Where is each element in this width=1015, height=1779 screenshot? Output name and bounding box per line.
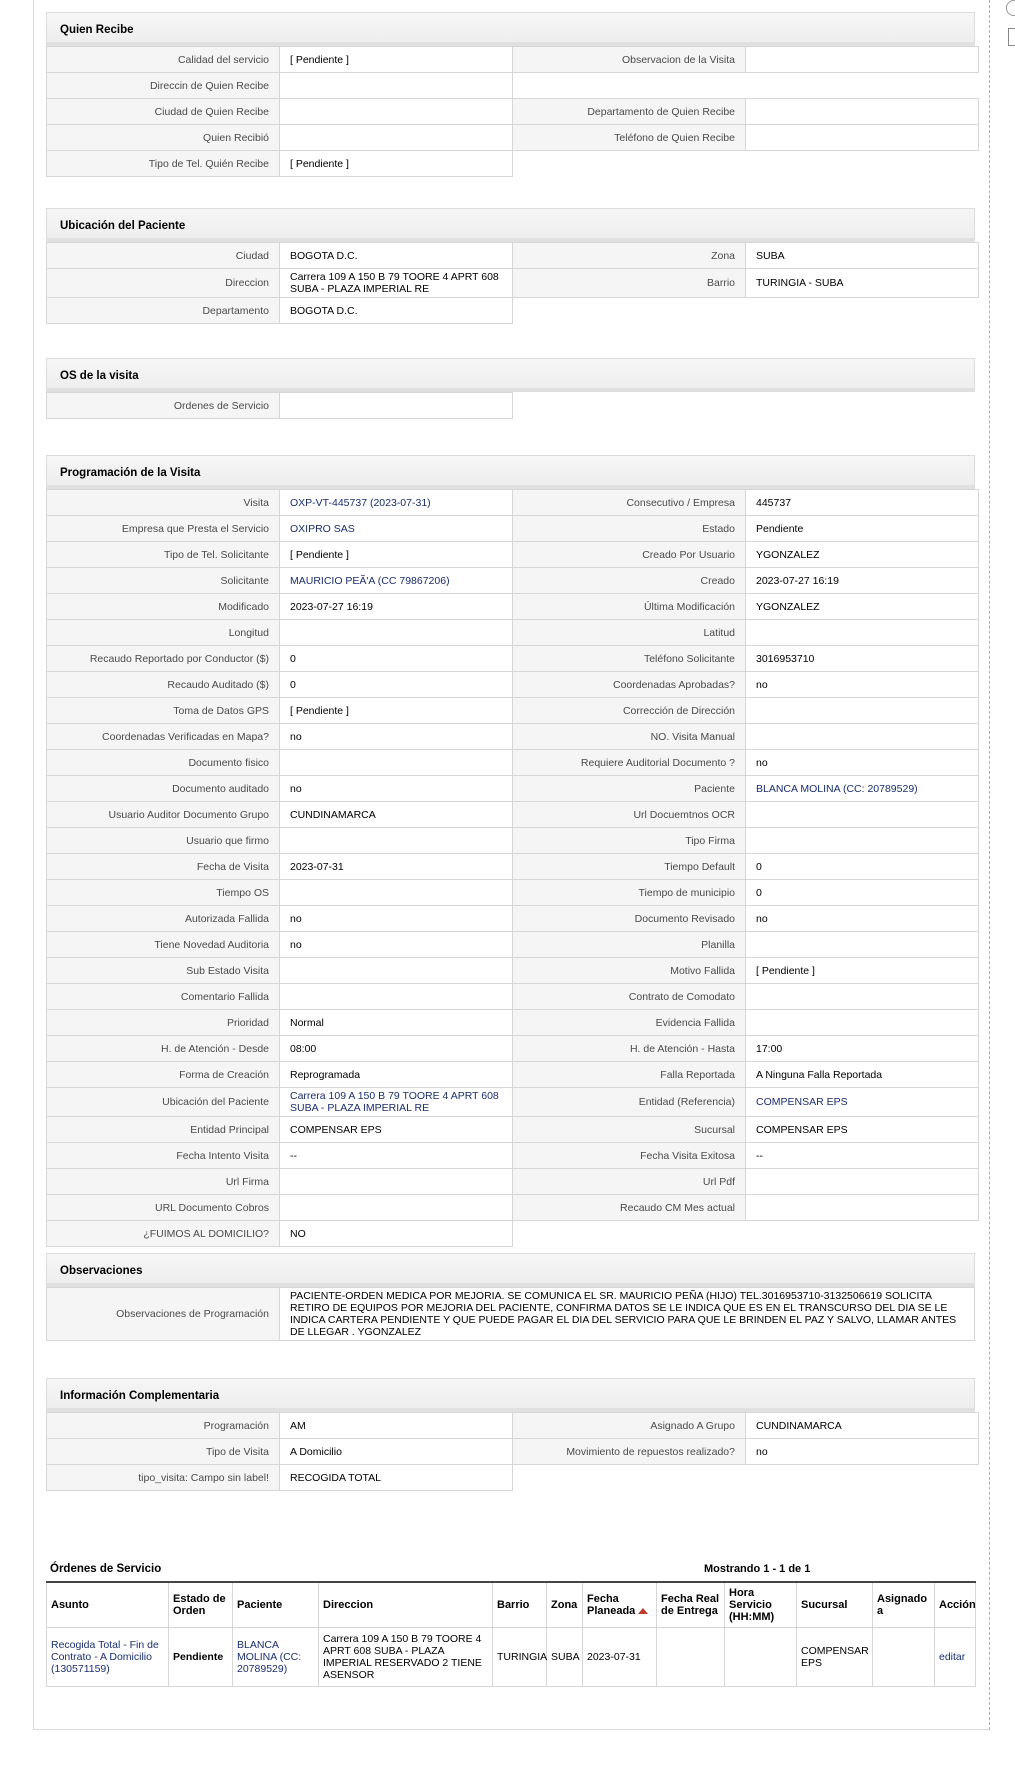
field-label-h-de-atencion-desde: H. de Atención - Desde bbox=[47, 1036, 280, 1062]
field-label-tiempo-default: Tiempo Default bbox=[513, 854, 746, 880]
field-value-coordenadas-aprobadas: no bbox=[746, 672, 979, 698]
editar-link[interactable]: editar bbox=[935, 1628, 976, 1687]
section-info-complementaria bbox=[46, 1378, 975, 1491]
field-label-departamento-de-quien-recibe: Departamento de Quien Recibe bbox=[513, 99, 746, 125]
field-value-tiene-novedad-auditoria: no bbox=[280, 932, 513, 958]
field-value-creado: 2023-07-27 16:19 bbox=[746, 568, 979, 594]
field-label-usuario-que-firmo: Usuario que firmo bbox=[47, 828, 280, 854]
col-header-fecha-planeada[interactable] bbox=[583, 1582, 657, 1628]
observaciones-text: PACIENTE-ORDEN MEDICA POR MEJORIA. SE COMUNICA EL SR. MAURICIO PEÑA (HIJO) TEL.3016953710-3132506619 SOLICITA RETIRO DE EQUIPOS POR MEJORIA DEL PACIENTE, CONFIRMA DATOS SE LE INDICA QUE ES EN EL TRANSCURSO DEL DIA SE LE INDICA CARTERA PENDIENTE Y QUE PUEDE PAGAR EL DIA DEL SERVICIO PARA QUE LE BRINDEN EL PAZ Y SALVO, LLAMAR ANTES DE LLEGAR . YGONZALEZ bbox=[280, 1288, 975, 1341]
field-value-observacion-de-la-visita bbox=[746, 47, 979, 73]
field-value-fuimos-al-domicilio: NO bbox=[280, 1221, 513, 1247]
col-header-estado[interactable]: Estado de Orden bbox=[169, 1582, 233, 1628]
ordenes-servicio-header bbox=[50, 1563, 975, 1575]
cell-zona: SUBA bbox=[547, 1628, 583, 1687]
form-row bbox=[47, 1465, 979, 1491]
field-value-tipo-firma bbox=[746, 828, 979, 854]
field-value-longitud bbox=[280, 620, 513, 646]
section-quien-recibe bbox=[46, 12, 975, 177]
col-header-zona[interactable]: Zona bbox=[547, 1582, 583, 1628]
form-row bbox=[47, 243, 979, 269]
field-label-tipo-de-tel-quien-recibe: Tipo de Tel. Quién Recibe bbox=[47, 151, 280, 177]
field-label-asignado-a-grupo: Asignado A Grupo bbox=[513, 1413, 746, 1439]
section-observaciones bbox=[46, 1253, 975, 1341]
field-label-coordenadas-aprobadas: Coordenadas Aprobadas? bbox=[513, 672, 746, 698]
field-value-entidad-principal: COMPENSAR EPS bbox=[280, 1117, 513, 1143]
cell-estado: Pendiente bbox=[169, 1628, 233, 1687]
field-label-h-de-atencion-hasta: H. de Atención - Hasta bbox=[513, 1036, 746, 1062]
field-label-fecha-visita-exitosa: Fecha Visita Exitosa bbox=[513, 1143, 746, 1169]
form-row bbox=[47, 1117, 979, 1143]
section-title: OS de la visita bbox=[46, 358, 975, 392]
sort-ascending-icon[interactable] bbox=[638, 1608, 648, 1614]
field-label-tiene-novedad-auditoria: Tiene Novedad Auditoria bbox=[47, 932, 280, 958]
field-label-barrio: Barrio bbox=[513, 269, 746, 298]
field-value-motivo-fallida: [ Pendiente ] bbox=[746, 958, 979, 984]
observaciones-table bbox=[46, 1287, 975, 1341]
field-value-tiempo-de-municipio: 0 bbox=[746, 880, 979, 906]
field-label-no-visita-manual: NO. Visita Manual bbox=[513, 724, 746, 750]
field-label-movimiento-de-repuestos-realizado: Movimiento de repuestos realizado? bbox=[513, 1439, 746, 1465]
field-value-solicitante[interactable]: MAURICIO PEÃ'A (CC 79867206) bbox=[280, 568, 513, 594]
frame-bottom-border bbox=[33, 1729, 989, 1730]
field-label-departamento: Departamento bbox=[47, 298, 280, 324]
field-label-latitud: Latitud bbox=[513, 620, 746, 646]
field-value-movimiento-de-repuestos-realizado: no bbox=[746, 1439, 979, 1465]
empty-cell bbox=[513, 1465, 979, 1491]
field-label-longitud: Longitud bbox=[47, 620, 280, 646]
form-row bbox=[47, 1010, 979, 1036]
form-table bbox=[46, 46, 979, 177]
empty-cell bbox=[513, 151, 979, 177]
field-label-url-docuemtnos-ocr: Url Docuemtnos OCR bbox=[513, 802, 746, 828]
form-row bbox=[47, 125, 979, 151]
field-label-documento-auditado: Documento auditado bbox=[47, 776, 280, 802]
field-value-paciente[interactable]: BLANCA MOLINA (CC: 20789529) bbox=[746, 776, 979, 802]
field-value-toma-de-datos-gps: [ Pendiente ] bbox=[280, 698, 513, 724]
form-row bbox=[47, 802, 979, 828]
field-value-correccion-de-direccion bbox=[746, 698, 979, 724]
observaciones-row bbox=[47, 1288, 975, 1341]
field-value-estado: Pendiente bbox=[746, 516, 979, 542]
field-label-estado: Estado bbox=[513, 516, 746, 542]
form-table bbox=[46, 489, 979, 1247]
section-programacion-visita bbox=[46, 455, 975, 1247]
field-label-direccion: Direccion bbox=[47, 269, 280, 298]
field-value-url-documento-cobros bbox=[280, 1195, 513, 1221]
form-row bbox=[47, 724, 979, 750]
form-row bbox=[47, 99, 979, 125]
field-value-departamento: BOGOTA D.C. bbox=[280, 298, 513, 324]
field-value-calidad-del-servicio: [ Pendiente ] bbox=[280, 47, 513, 73]
field-value-documento-revisado: no bbox=[746, 906, 979, 932]
field-value-recaudo-auditado: 0 bbox=[280, 672, 513, 698]
field-value-programacion: AM bbox=[280, 1413, 513, 1439]
col-header-sucursal[interactable]: Sucursal bbox=[797, 1582, 873, 1628]
form-row bbox=[47, 1195, 979, 1221]
field-value-autorizada-fallida: no bbox=[280, 906, 513, 932]
empty-cell bbox=[513, 1221, 979, 1247]
checkbox-icon bbox=[1008, 28, 1015, 46]
field-value-coordenadas-verificadas-en-mapa: no bbox=[280, 724, 513, 750]
field-label-comentario-fallida: Comentario Fallida bbox=[47, 984, 280, 1010]
cell-sucursal: COMPENSAR EPS bbox=[797, 1628, 873, 1687]
empty-cell bbox=[513, 393, 976, 419]
field-label-fecha-de-visita: Fecha de Visita bbox=[47, 854, 280, 880]
field-value-tipo-de-tel-quien-recibe: [ Pendiente ] bbox=[280, 151, 513, 177]
field-value-url-docuemtnos-ocr bbox=[746, 802, 979, 828]
field-value-h-de-atencion-desde: 08:00 bbox=[280, 1036, 513, 1062]
field-value-ubicacion-del-paciente[interactable]: Carrera 109 A 150 B 79 TOORE 4 APRT 608 SUBA - PLAZA IMPERIAL RE bbox=[280, 1088, 513, 1117]
col-header-barrio[interactable]: Barrio bbox=[493, 1582, 547, 1628]
form-row bbox=[47, 620, 979, 646]
field-value-requiere-auditorial-documento: no bbox=[746, 750, 979, 776]
form-row bbox=[47, 854, 979, 880]
cell-fecha-planeada: 2023-07-31 bbox=[583, 1628, 657, 1687]
field-value-tipo-de-visita: A Domicilio bbox=[280, 1439, 513, 1465]
form-row bbox=[47, 151, 979, 177]
form-row bbox=[47, 672, 979, 698]
field-label-programacion: Programación bbox=[47, 1413, 280, 1439]
field-value-sucursal: COMPENSAR EPS bbox=[746, 1117, 979, 1143]
field-value-zona: SUBA bbox=[746, 243, 979, 269]
field-label-creado-por-usuario: Creado Por Usuario bbox=[513, 542, 746, 568]
field-value-quien-recibio bbox=[280, 125, 513, 151]
field-label-prioridad: Prioridad bbox=[47, 1010, 280, 1036]
form-row bbox=[47, 932, 979, 958]
form-row bbox=[47, 1062, 979, 1088]
form-row bbox=[47, 646, 979, 672]
form-row bbox=[47, 828, 979, 854]
field-label-documento-fisico: Documento fisico bbox=[47, 750, 280, 776]
field-label-consecutivo-empresa: Consecutivo / Empresa bbox=[513, 490, 746, 516]
field-label-url-pdf: Url Pdf bbox=[513, 1169, 746, 1195]
field-value-falla-reportada: A Ninguna Falla Reportada bbox=[746, 1062, 979, 1088]
field-value-fecha-visita-exitosa: -- bbox=[746, 1143, 979, 1169]
field-value-visita[interactable]: OXP-VT-445737 (2023-07-31) bbox=[280, 490, 513, 516]
field-label-recaudo-auditado: Recaudo Auditado ($) bbox=[47, 672, 280, 698]
col-header-direccion[interactable]: Direccion bbox=[319, 1582, 493, 1628]
cell-paciente-link[interactable]: BLANCA MOLINA (CC: 20789529) bbox=[233, 1628, 319, 1687]
cell-hora bbox=[725, 1628, 797, 1687]
field-value-telefono-solicitante: 3016953710 bbox=[746, 646, 979, 672]
field-label-autorizada-fallida: Autorizada Fallida bbox=[47, 906, 280, 932]
field-label-sub-estado-visita: Sub Estado Visita bbox=[47, 958, 280, 984]
cell-asunto-link[interactable]: Recogida Total - Fin de Contrato - A Domicilio (130571159) bbox=[47, 1628, 169, 1687]
col-header-fecha-planeada-label: Fecha Planeada bbox=[587, 1593, 636, 1617]
section-title: Ubicación del Paciente bbox=[46, 208, 975, 242]
cell-direccion: Carrera 109 A 150 B 79 TOORE 4 APRT 608 SUBA - PLAZA IMPERIAL RESERVADO 2 TIENE ASENSOR bbox=[319, 1628, 493, 1687]
field-value-tiempo-default: 0 bbox=[746, 854, 979, 880]
form-row bbox=[47, 984, 979, 1010]
form-row bbox=[47, 880, 979, 906]
field-value-modificado: 2023-07-27 16:19 bbox=[280, 594, 513, 620]
field-label-modificado: Modificado bbox=[47, 594, 280, 620]
field-label-ciudad-de-quien-recibe: Ciudad de Quien Recibe bbox=[47, 99, 280, 125]
field-label-calidad-del-servicio: Calidad del servicio bbox=[47, 47, 280, 73]
field-label-documento-revisado: Documento Revisado bbox=[513, 906, 746, 932]
section-title: Quien Recibe bbox=[46, 12, 975, 46]
form-row bbox=[47, 73, 979, 99]
cell-fecha-real bbox=[657, 1628, 725, 1687]
section-title: Programación de la Visita bbox=[46, 455, 975, 489]
form-row bbox=[47, 568, 979, 594]
form-table bbox=[46, 392, 975, 419]
form-row bbox=[47, 1143, 979, 1169]
field-value-consecutivo-empresa: 445737 bbox=[746, 490, 979, 516]
field-value-empresa-que-presta-el-servicio[interactable]: OXIPRO SAS bbox=[280, 516, 513, 542]
field-value-asignado-a-grupo: CUNDINAMARCA bbox=[746, 1413, 979, 1439]
form-row bbox=[47, 750, 979, 776]
field-value-entidad-referencia[interactable]: COMPENSAR EPS bbox=[746, 1088, 979, 1117]
section-ubicacion-paciente bbox=[46, 208, 975, 324]
form-row bbox=[47, 542, 979, 568]
field-value-ordenes-de-servicio bbox=[280, 393, 513, 419]
table-header-row bbox=[47, 1582, 976, 1628]
field-label-quien-recibio: Quien Recibió bbox=[47, 125, 280, 151]
field-value-url-pdf bbox=[746, 1169, 979, 1195]
field-label-tipo-de-visita: Tipo de Visita bbox=[47, 1439, 280, 1465]
field-value-usuario-que-firmo bbox=[280, 828, 513, 854]
section-os-visita bbox=[46, 358, 975, 419]
form-row bbox=[47, 490, 979, 516]
form-row bbox=[47, 47, 979, 73]
form-row bbox=[47, 776, 979, 802]
section-title: Observaciones bbox=[46, 1253, 975, 1287]
field-value-planilla bbox=[746, 932, 979, 958]
field-value-fecha-intento-visita: -- bbox=[280, 1143, 513, 1169]
field-label-fuimos-al-domicilio: ¿FUIMOS AL DOMICILIO? bbox=[47, 1221, 280, 1247]
col-header-paciente[interactable]: Paciente bbox=[233, 1582, 319, 1628]
field-value-forma-de-creacion: Reprogramada bbox=[280, 1062, 513, 1088]
field-label-contrato-de-comodato: Contrato de Comodato bbox=[513, 984, 746, 1010]
field-value-tiempo-os bbox=[280, 880, 513, 906]
field-label-recaudo-reportado-por-conductor: Recaudo Reportado por Conductor ($) bbox=[47, 646, 280, 672]
field-value-no-visita-manual bbox=[746, 724, 979, 750]
field-label-evidencia-fallida: Evidencia Fallida bbox=[513, 1010, 746, 1036]
field-label-falla-reportada: Falla Reportada bbox=[513, 1062, 746, 1088]
field-label-ultima-modificacion: Última Modificación bbox=[513, 594, 746, 620]
section-title: Información Complementaria bbox=[46, 1378, 975, 1412]
field-label-toma-de-datos-gps: Toma de Datos GPS bbox=[47, 698, 280, 724]
field-value-departamento-de-quien-recibe bbox=[746, 99, 979, 125]
field-value-direccion: Carrera 109 A 150 B 79 TOORE 4 APRT 608 SUBA - PLAZA IMPERIAL RE bbox=[280, 269, 513, 298]
col-header-fecha-real[interactable]: Fecha Real de Entrega bbox=[657, 1582, 725, 1628]
scroll-indicator-icon bbox=[1006, 0, 1015, 16]
col-header-accion: Acción bbox=[935, 1582, 976, 1628]
field-label-coordenadas-verificadas-en-mapa: Coordenadas Verificadas en Mapa? bbox=[47, 724, 280, 750]
form-row bbox=[47, 958, 979, 984]
form-row bbox=[47, 1036, 979, 1062]
field-label-recaudo-cm-mes-actual: Recaudo CM Mes actual bbox=[513, 1195, 746, 1221]
field-label-url-firma: Url Firma bbox=[47, 1169, 280, 1195]
field-value-tipo-visita-campo-sin-label: RECOGIDA TOTAL bbox=[280, 1465, 513, 1491]
form-row bbox=[47, 1221, 979, 1247]
field-value-recaudo-reportado-por-conductor: 0 bbox=[280, 646, 513, 672]
field-value-h-de-atencion-hasta: 17:00 bbox=[746, 1036, 979, 1062]
col-header-hora-servicio[interactable]: Hora Servicio (HH:MM) bbox=[725, 1582, 797, 1628]
form-row bbox=[47, 269, 979, 298]
field-label-usuario-auditor-documento-grupo: Usuario Auditor Documento Grupo bbox=[47, 802, 280, 828]
pagination-count: Mostrando 1 - 1 de 1 bbox=[704, 1563, 811, 1575]
field-label-motivo-fallida: Motivo Fallida bbox=[513, 958, 746, 984]
form-row bbox=[47, 393, 976, 419]
field-label-forma-de-creacion: Forma de Creación bbox=[47, 1062, 280, 1088]
field-label-telefono-solicitante: Teléfono Solicitante bbox=[513, 646, 746, 672]
ordenes-servicio-table bbox=[46, 1581, 976, 1687]
form-row bbox=[47, 1413, 979, 1439]
field-label-solicitante: Solicitante bbox=[47, 568, 280, 594]
field-value-prioridad: Normal bbox=[280, 1010, 513, 1036]
field-value-documento-fisico bbox=[280, 750, 513, 776]
frame-left-border bbox=[33, 0, 34, 1730]
field-value-documento-auditado: no bbox=[280, 776, 513, 802]
field-value-latitud bbox=[746, 620, 979, 646]
observaciones-label: Observaciones de Programación bbox=[47, 1288, 280, 1341]
field-value-ciudad-de-quien-recibe bbox=[280, 99, 513, 125]
field-label-sucursal: Sucursal bbox=[513, 1117, 746, 1143]
field-label-tiempo-os: Tiempo OS bbox=[47, 880, 280, 906]
field-value-usuario-auditor-documento-grupo: CUNDINAMARCA bbox=[280, 802, 513, 828]
field-label-telefono-de-quien-recibe: Teléfono de Quien Recibe bbox=[513, 125, 746, 151]
field-value-creado-por-usuario: YGONZALEZ bbox=[746, 542, 979, 568]
field-label-fecha-intento-visita: Fecha Intento Visita bbox=[47, 1143, 280, 1169]
field-value-url-firma bbox=[280, 1169, 513, 1195]
field-label-tipo-firma: Tipo Firma bbox=[513, 828, 746, 854]
field-label-creado: Creado bbox=[513, 568, 746, 594]
field-label-entidad-principal: Entidad Principal bbox=[47, 1117, 280, 1143]
form-row bbox=[47, 594, 979, 620]
field-value-ultima-modificacion: YGONZALEZ bbox=[746, 594, 979, 620]
field-label-entidad-referencia: Entidad (Referencia) bbox=[513, 1088, 746, 1117]
col-header-asignado[interactable]: Asignado a bbox=[873, 1582, 935, 1628]
field-label-ordenes-de-servicio: Ordenes de Servicio bbox=[47, 393, 280, 419]
form-row bbox=[47, 906, 979, 932]
field-label-tipo-de-tel-solicitante: Tipo de Tel. Solicitante bbox=[47, 542, 280, 568]
field-label-empresa-que-presta-el-servicio: Empresa que Presta el Servicio bbox=[47, 516, 280, 542]
table-row bbox=[47, 1628, 976, 1687]
field-value-recaudo-cm-mes-actual bbox=[746, 1195, 979, 1221]
empty-cell bbox=[513, 73, 979, 99]
col-header-asunto[interactable]: Asunto bbox=[47, 1582, 169, 1628]
form-table bbox=[46, 1412, 979, 1491]
field-label-paciente: Paciente bbox=[513, 776, 746, 802]
frame-right-dashed-border bbox=[989, 0, 990, 1730]
form-row bbox=[47, 1088, 979, 1117]
field-label-ubicacion-del-paciente: Ubicación del Paciente bbox=[47, 1088, 280, 1117]
field-value-fecha-de-visita: 2023-07-31 bbox=[280, 854, 513, 880]
field-value-sub-estado-visita bbox=[280, 958, 513, 984]
empty-cell bbox=[513, 298, 979, 324]
field-label-zona: Zona bbox=[513, 243, 746, 269]
cell-barrio: TURINGIA bbox=[493, 1628, 547, 1687]
field-label-ciudad: Ciudad bbox=[47, 243, 280, 269]
field-value-ciudad: BOGOTA D.C. bbox=[280, 243, 513, 269]
field-value-barrio: TURINGIA - SUBA bbox=[746, 269, 979, 298]
field-label-direccin-de-quien-recibe: Direccin de Quien Recibe bbox=[47, 73, 280, 99]
form-table bbox=[46, 242, 979, 324]
field-label-tiempo-de-municipio: Tiempo de municipio bbox=[513, 880, 746, 906]
field-label-correccion-de-direccion: Corrección de Dirección bbox=[513, 698, 746, 724]
field-label-planilla: Planilla bbox=[513, 932, 746, 958]
cell-asignado bbox=[873, 1628, 935, 1687]
form-row bbox=[47, 298, 979, 324]
field-value-direccin-de-quien-recibe bbox=[280, 73, 513, 99]
field-label-tipo-visita-campo-sin-label: tipo_visita: Campo sin label! bbox=[47, 1465, 280, 1491]
field-label-requiere-auditorial-documento: Requiere Auditorial Documento ? bbox=[513, 750, 746, 776]
form-row bbox=[47, 1439, 979, 1465]
field-label-url-documento-cobros: URL Documento Cobros bbox=[47, 1195, 280, 1221]
field-label-visita: Visita bbox=[47, 490, 280, 516]
field-value-evidencia-fallida bbox=[746, 1010, 979, 1036]
field-value-comentario-fallida bbox=[280, 984, 513, 1010]
field-value-contrato-de-comodato bbox=[746, 984, 979, 1010]
field-value-telefono-de-quien-recibe bbox=[746, 125, 979, 151]
form-row bbox=[47, 516, 979, 542]
ordenes-servicio-title: Órdenes de Servicio bbox=[50, 1563, 162, 1575]
form-row bbox=[47, 1169, 979, 1195]
form-row bbox=[47, 698, 979, 724]
field-label-observacion-de-la-visita: Observacion de la Visita bbox=[513, 47, 746, 73]
field-value-tipo-de-tel-solicitante: [ Pendiente ] bbox=[280, 542, 513, 568]
